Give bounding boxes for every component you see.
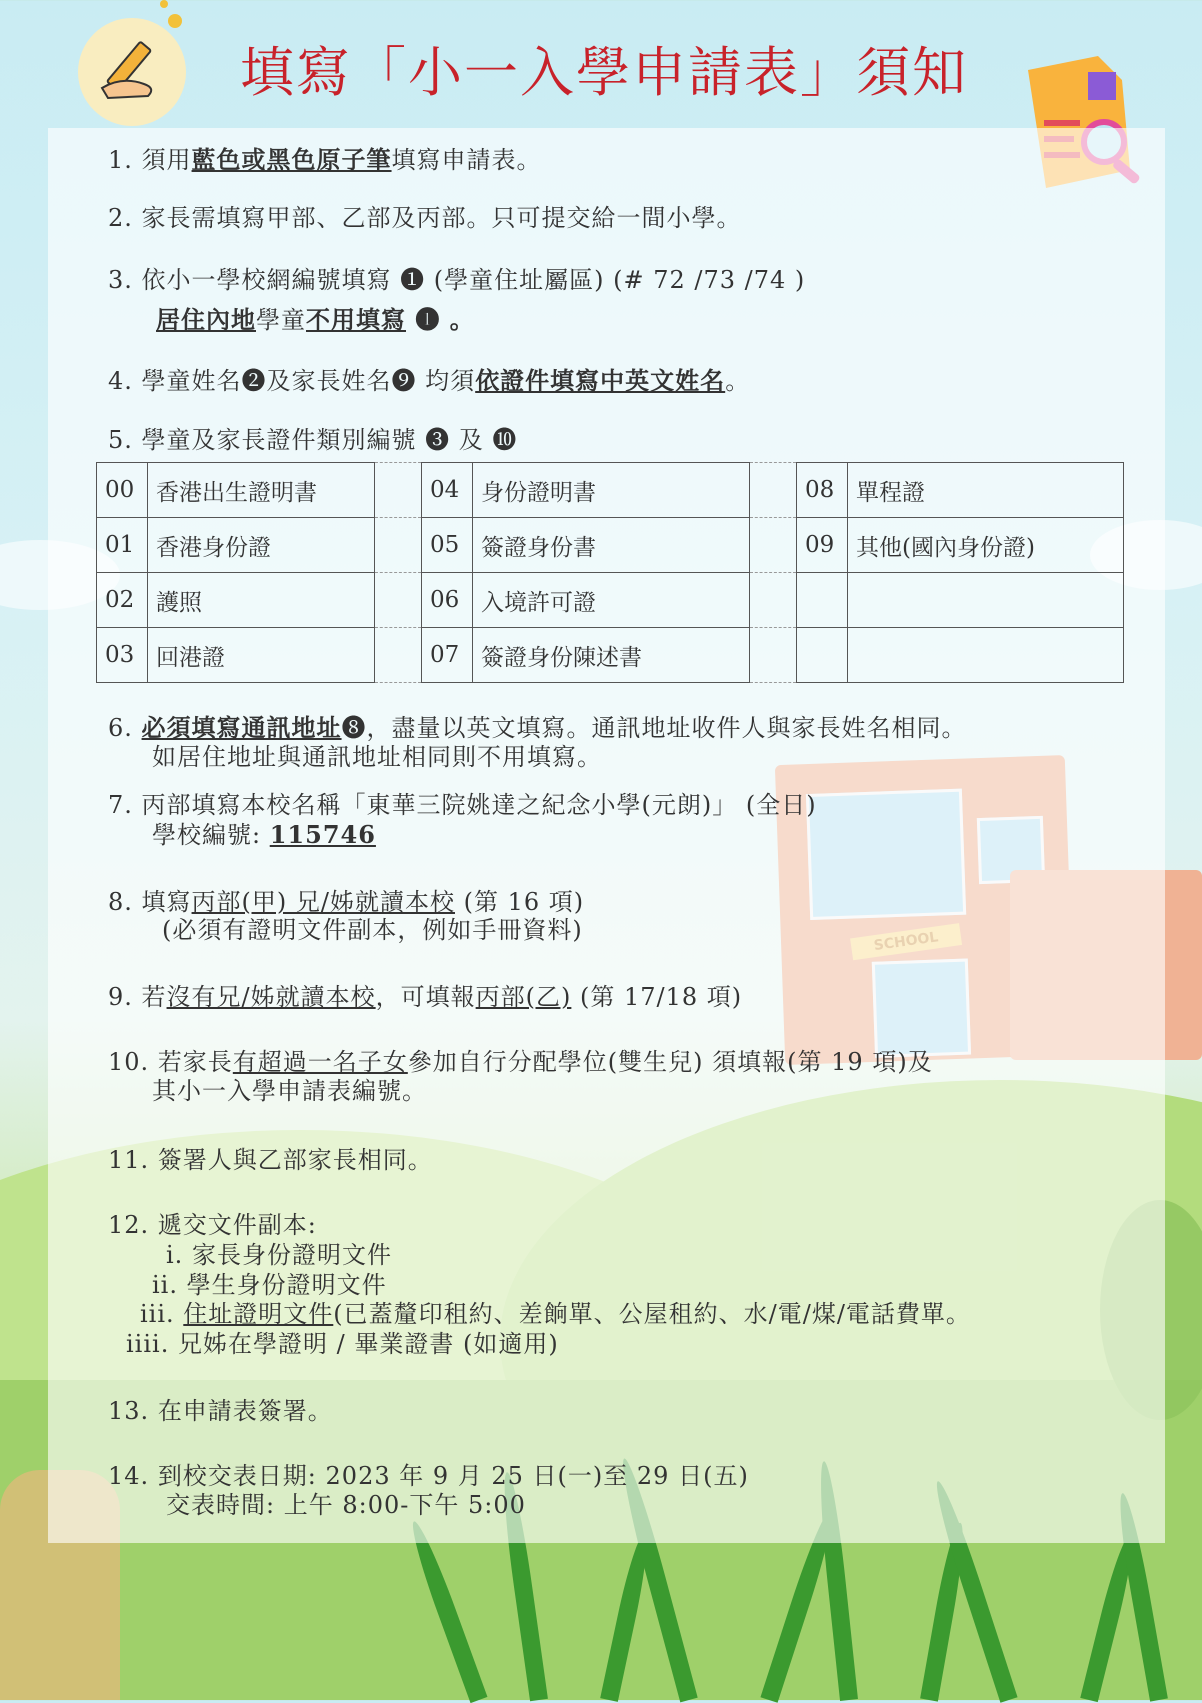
id-code: 02 bbox=[97, 573, 148, 628]
list-item: 3. 依小一學校網編號填寫 ❶ (學童住址屬區) (# 72 /73 /74 ) bbox=[108, 266, 806, 294]
table-row bbox=[97, 628, 1124, 683]
id-code: 03 bbox=[97, 628, 148, 683]
sub-item: ii. 學生身份證明文件 bbox=[152, 1271, 387, 1299]
id-name: 香港出生證明書 bbox=[148, 463, 375, 518]
list-item-continuation: (必須有證明文件副本，例如手冊資料) bbox=[162, 916, 583, 944]
list-item: 1. 須用藍色或黑色原子筆填寫申請表。 bbox=[108, 145, 542, 174]
list-item: 8. 填寫丙部(甲) 兄/姊就讀本校 (第 16 項) bbox=[108, 888, 585, 916]
sub-item: i. 家長身份證明文件 bbox=[166, 1241, 392, 1269]
id-name: 簽證身份陳述書 bbox=[473, 628, 750, 683]
id-code: 07 bbox=[422, 628, 473, 683]
list-item: 7. 丙部填寫本校名稱「東華三院姚達之紀念小學(元朗)」 (全日) bbox=[108, 791, 817, 819]
id-code bbox=[797, 573, 848, 628]
id-name: 護照 bbox=[148, 573, 375, 628]
id-name bbox=[848, 628, 1124, 683]
id-name: 香港身份證 bbox=[148, 518, 375, 573]
list-item: 10. 若家長有超過一名子女參加自行分配學位(雙生兒) 須填報(第 19 項)及 bbox=[108, 1048, 933, 1076]
list-item: 13. 在申請表簽署。 bbox=[108, 1397, 333, 1425]
decor-dot bbox=[160, 0, 168, 8]
id-code bbox=[797, 628, 848, 683]
id-name: 其他(國內身份證) bbox=[848, 518, 1124, 573]
sub-item: iii. 住址證明文件(已蓋釐印租約、差餉單、公屋租約、水/電/煤/電話費單。 bbox=[140, 1300, 971, 1328]
list-item-continuation: 如居住地址與通訊地址相同則不用填寫。 bbox=[152, 743, 602, 771]
table-row bbox=[97, 518, 1124, 573]
id-name: 簽證身份書 bbox=[473, 518, 750, 573]
list-item-continuation: 學校編號: 115746 bbox=[152, 820, 376, 849]
id-code: 08 bbox=[797, 463, 848, 518]
list-item: 4. 學童姓名❷及家長姓名❾ 均須依證件填寫中英文姓名。 bbox=[108, 366, 751, 395]
list-item: 14. 到校交表日期: 2023 年 9 月 25 日(一)至 29 日(五) bbox=[108, 1462, 749, 1490]
id-name: 入境許可證 bbox=[473, 573, 750, 628]
id-code: 04 bbox=[422, 463, 473, 518]
list-item: 2. 家長需填寫甲部、乙部及丙部。只可提交給一間小學。 bbox=[108, 204, 742, 232]
pencil-hand-icon bbox=[78, 18, 186, 126]
sub-item: iiii. 兄姊在學證明 / 畢業證書 (如適用) bbox=[126, 1330, 559, 1358]
id-name: 回港證 bbox=[148, 628, 375, 683]
id-name: 身份證明書 bbox=[473, 463, 750, 518]
decor-dot bbox=[168, 14, 182, 28]
id-type-table bbox=[96, 462, 1124, 683]
school-code: 115746 bbox=[269, 820, 376, 849]
id-code: 00 bbox=[97, 463, 148, 518]
id-code: 05 bbox=[422, 518, 473, 573]
id-name: 單程證 bbox=[848, 463, 1124, 518]
list-item: 6. 必須填寫通訊地址❽，盡量以英文填寫。通訊地址收件人與家長姓名相同。 bbox=[108, 713, 967, 742]
id-code: 09 bbox=[797, 518, 848, 573]
table-row bbox=[97, 573, 1124, 628]
list-item: 5. 學童及家長證件類別編號 ❸ 及 ❿ bbox=[108, 426, 518, 454]
id-name bbox=[848, 573, 1124, 628]
page-title: 填寫「小一入學申請表」須知 bbox=[240, 41, 968, 104]
id-code: 06 bbox=[422, 573, 473, 628]
list-item: 9. 若沒有兄/姊就讀本校，可填報丙部(乙) (第 17/18 項) bbox=[108, 983, 743, 1011]
table-row bbox=[97, 463, 1124, 518]
list-item: 12. 遞交文件副本: bbox=[108, 1211, 317, 1239]
list-item-continuation: 居住內地學童不用填寫 ❶ 。 bbox=[156, 305, 475, 334]
list-item: 11. 簽署人與乙部家長相同。 bbox=[108, 1146, 433, 1174]
list-item-continuation: 交表時間: 上午 8:00-下午 5:00 bbox=[166, 1491, 526, 1519]
list-item-continuation: 其小一入學申請表編號。 bbox=[152, 1077, 427, 1105]
id-code: 01 bbox=[97, 518, 148, 573]
